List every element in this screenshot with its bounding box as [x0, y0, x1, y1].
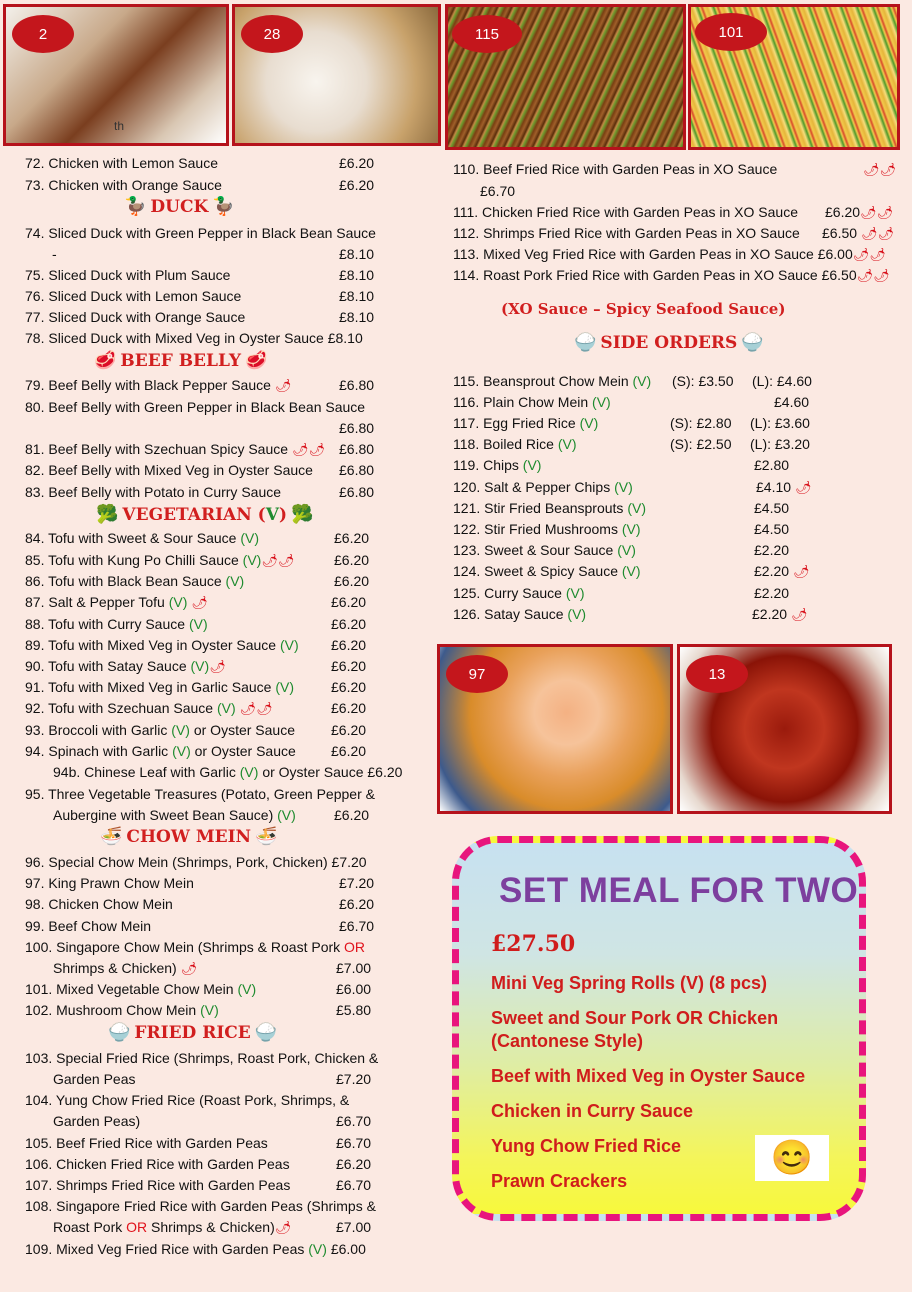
- item-price: £6.80: [339, 484, 375, 500]
- rice-icon: 🍚: [741, 332, 764, 353]
- chili-icon: 🌶: [209, 659, 226, 674]
- menu-item: 95. Three Vegetable Treasures (Potato, Green Pepper &: [25, 786, 375, 802]
- menu-item: 102. Mushroom Chow Mein (V): [25, 1002, 219, 1018]
- chili-icon: 🌶: [860, 226, 878, 241]
- photo-caption: th: [114, 119, 125, 133]
- noodles-icon: 🍜: [100, 826, 123, 847]
- item-name: 78. Sliced Duck with Mixed Veg in Oyster Sauce £8.10: [25, 330, 363, 346]
- menu-item: 98. Chicken Chow Mein: [25, 896, 173, 912]
- section-title: BEEF BELLY: [120, 350, 241, 371]
- item-price: £4.50: [754, 521, 790, 537]
- menu-item: 104. Yung Chow Fried Rice (Roast Pork, Shrimps, &: [25, 1092, 350, 1108]
- chili-icon: 🌶: [274, 378, 292, 393]
- item-price: £8.10: [339, 309, 375, 325]
- item-price: £2.80: [754, 457, 790, 473]
- rice-icon: 🍚: [108, 1022, 131, 1043]
- duck-icon: 🦆: [124, 196, 147, 217]
- menu-item: 109. Mixed Veg Fried Rice with Garden Peas (V) £6.00: [25, 1241, 366, 1257]
- section-heading-side-orders: [574, 332, 764, 353]
- menu-item: 84. Tofu with Sweet & Sour Sauce (V): [25, 530, 259, 546]
- section-title: CHOW MEIN: [126, 826, 252, 847]
- prawn-noodles-photo: [437, 644, 673, 814]
- chili-icon: 🌶: [856, 268, 874, 283]
- set-meal-item: Mini Veg Spring Rolls (V) (8 pcs): [491, 973, 768, 993]
- set-meal-item: Beef with Mixed Veg in Oyster Sauce: [491, 1066, 806, 1086]
- menu-item: 123. Sweet & Sour Sauce (V): [453, 542, 636, 558]
- menu-item: 121. Stir Fried Beansprouts (V): [453, 500, 646, 516]
- menu-item: 115. Beansprout Chow Mein (V): [453, 373, 652, 389]
- item-price: £6.20: [339, 177, 375, 193]
- chili-icon: 🌶: [876, 205, 894, 220]
- item-price: £6.20: [331, 743, 367, 759]
- menu-item: 120. Salt & Pepper Chips (V): [453, 479, 633, 495]
- item-price: £6.20: [334, 552, 370, 568]
- item-price: £6.80: [339, 377, 375, 393]
- item-price: £6.70: [339, 918, 375, 934]
- item-price: £6.20: [331, 658, 367, 674]
- menu-item: 85. Tofu with Kung Po Chilli Sauce (V)🌶🌶: [25, 552, 295, 568]
- menu-item: 119. Chips (V): [453, 457, 542, 473]
- item-price: £2.20 🌶: [752, 606, 808, 622]
- item-price: £6.70: [336, 1177, 372, 1193]
- menu-item: 118. Boiled Rice (V): [453, 436, 577, 452]
- item-name: 75. Sliced Duck with Plum Sauce: [25, 267, 231, 283]
- item-price: £6.70: [336, 1135, 372, 1151]
- menu-item: 106. Chicken Fried Rice with Garden Peas: [25, 1156, 290, 1172]
- right-menu-column: [0, 0, 912, 640]
- item-name: 73. Chicken with Orange Sauce: [25, 177, 222, 193]
- small-price: (S): £2.50: [670, 436, 732, 452]
- rice-icon: 🍚: [574, 332, 597, 353]
- menu-item: 114. Roast Pork Fried Rice with Garden Peas in XO Sauce £6.50🌶🌶: [453, 267, 890, 283]
- item-price: £6.20: [331, 700, 367, 716]
- chili-icon: 🌶: [860, 205, 877, 220]
- item-price: £8.10: [339, 288, 375, 304]
- menu-item: 91. Tofu with Mixed Veg in Garlic Sauce (V): [25, 679, 294, 695]
- item-price: £6.20🌶🌶: [825, 204, 894, 220]
- item-name: 79. Beef Belly with Black Pepper Sauce: [25, 377, 271, 393]
- xo-sauce-note: (XO Sauce – Spicy Seafood Sauce): [501, 300, 786, 318]
- menu-item: 116. Plain Chow Mein (V): [453, 394, 611, 410]
- menu-item: 122. Stir Fried Mushrooms (V): [453, 521, 641, 537]
- dish-number-badge: 101: [695, 13, 767, 51]
- menu-item: 94b. Chinese Leaf with Garlic (V) or Oyster Sauce £6.20: [53, 764, 403, 780]
- menu-item: 107. Shrimps Fried Rice with Garden Peas: [25, 1177, 291, 1193]
- chili-icon: 🌶: [180, 961, 198, 976]
- large-price: (L): £4.60: [752, 373, 812, 389]
- chili-icon: 🌶: [873, 268, 890, 283]
- menu-item: 111. Chicken Fried Rice with Garden Peas in XO Sauce: [453, 204, 798, 220]
- item-name: 74. Sliced Duck with Green Pepper in Black Bean Sauce: [25, 225, 376, 241]
- menu-item: 87. Salt & Pepper Tofu (V) 🌶: [25, 594, 208, 610]
- item-price: £6.20: [331, 594, 367, 610]
- small-price: (S): £2.80: [670, 415, 732, 431]
- chili-icon: 🌶: [790, 607, 808, 622]
- section-title: DUCK: [150, 196, 209, 217]
- menu-item-cont: Shrimps & Chicken) 🌶: [53, 960, 198, 976]
- menu-item: 94. Spinach with Garlic (V) or Oyster Sauce: [25, 743, 296, 759]
- item-price: £6.20: [331, 637, 367, 653]
- menu-item: 99. Beef Chow Mein: [25, 918, 152, 934]
- set-meal-panel: [452, 836, 866, 1221]
- menu-item: 92. Tofu with Szechuan Sauce (V) 🌶🌶: [25, 700, 273, 716]
- duck-icon: 🦆: [212, 196, 235, 217]
- item-price: £6.20: [331, 679, 367, 695]
- item-price: £2.20: [754, 542, 790, 558]
- menu-item: 124. Sweet & Spicy Sauce (V): [453, 563, 641, 579]
- item-price: £6.20: [334, 530, 370, 546]
- item-name: 72. Chicken with Lemon Sauce: [25, 155, 218, 171]
- set-meal-item: Sweet and Sour Pork OR Chicken: [491, 1008, 779, 1028]
- item-price: £2.20: [754, 585, 790, 601]
- menu-item: 96. Special Chow Mein (Shrimps, Pork, Chicken) £7.20: [25, 854, 367, 870]
- chili-icon: 🌶: [256, 701, 273, 716]
- chili-icon: 🌶: [239, 701, 257, 716]
- section-title: FRIED RICE: [134, 1022, 251, 1043]
- rice-icon: 🍚: [254, 1022, 278, 1043]
- chili-icon: 🌶: [877, 226, 894, 241]
- menu-item: 112. Shrimps Fried Rice with Garden Peas in XO Sauce: [453, 225, 800, 241]
- ribs-photo: [677, 644, 892, 814]
- item-price: £7.20: [339, 875, 375, 891]
- dish-number-badge: 97: [446, 655, 508, 693]
- set-meal-price: £27.50: [491, 931, 576, 957]
- item-price: £6.70: [480, 183, 516, 199]
- chili-group: [863, 161, 896, 178]
- section-title: SIDE ORDERS: [600, 332, 738, 353]
- beef-icon: 🥩: [94, 350, 117, 371]
- section-heading-fried-rice: [108, 1022, 277, 1043]
- chili-icon: 🌶: [291, 442, 309, 457]
- section-title: VEGETARIAN (V): [122, 504, 287, 525]
- item-name: 80. Beef Belly with Green Pepper in Black Bean Sauce: [25, 399, 366, 415]
- chili-icon: 🌶: [274, 1220, 292, 1235]
- item-name: 82. Beef Belly with Mixed Veg in Oyster Sauce: [25, 462, 313, 478]
- menu-item: 86. Tofu with Black Bean Sauce (V): [25, 573, 245, 589]
- item-price: £8.10: [339, 267, 375, 283]
- item-name: 83. Beef Belly with Potato in Curry Sauce: [25, 484, 282, 500]
- menu-item: 100. Singapore Chow Mein (Shrimps & Roast Pork OR: [25, 939, 366, 955]
- dish-number-badge: 28: [241, 15, 303, 53]
- item-price: £6.20: [331, 616, 367, 632]
- menu-item-cont: Aubergine with Sweet Bean Sauce) (V): [53, 807, 296, 823]
- item-price: £6.20: [339, 896, 375, 912]
- section-heading-chow-mein: [100, 826, 278, 847]
- item-name: 76. Sliced Duck with Lemon Sauce: [25, 288, 242, 304]
- large-price: (L): £3.60: [750, 415, 810, 431]
- item-price: £4.60: [774, 394, 810, 410]
- menu-item: 101. Mixed Vegetable Chow Mein (V): [25, 981, 257, 997]
- item-price: £4.10 🌶: [756, 479, 812, 495]
- chili-icon: 🌶: [852, 247, 870, 262]
- item-price: £6.20: [336, 1156, 372, 1172]
- item-dash: -: [52, 246, 57, 262]
- menu-item: 125. Curry Sauce (V): [453, 585, 585, 601]
- chili-icon: 🌶: [792, 564, 810, 579]
- dish-number-badge: 2: [12, 15, 74, 53]
- menu-item: 88. Tofu with Curry Sauce (V): [25, 616, 208, 632]
- item-price: £7.20: [336, 1071, 372, 1087]
- dish-number-badge: 13: [686, 655, 748, 693]
- menu-item: 105. Beef Fried Rice with Garden Peas: [25, 1135, 268, 1151]
- item-price: £2.20 🌶: [754, 563, 810, 579]
- item-price: £8.10: [339, 246, 375, 262]
- menu-item: 103. Special Fried Rice (Shrimps, Roast Pork, Chicken &: [25, 1050, 379, 1066]
- item-price: £6.00: [336, 981, 372, 997]
- menu-item: 108. Singapore Fried Rice with Garden Peas (Shrimps &: [25, 1198, 376, 1214]
- menu-item-cont: Garden Peas: [53, 1071, 136, 1087]
- item-price: £6.80: [339, 420, 375, 436]
- item-price: £7.00: [336, 1219, 372, 1235]
- item-price: £6.50 🌶🌶: [822, 225, 894, 241]
- item-price: £7.00: [336, 960, 372, 976]
- item-price: £6.80: [339, 462, 375, 478]
- set-meal-title: SET MEAL FOR TWO: [499, 871, 859, 910]
- chili-icon: 🌶: [869, 247, 886, 262]
- menu-item: 89. Tofu with Mixed Veg in Oyster Sauce (V): [25, 637, 299, 653]
- item-price: £6.20: [331, 722, 367, 738]
- chili-icon: 🌶: [794, 480, 812, 495]
- set-meal-item: Yung Chow Fried Rice: [491, 1136, 682, 1156]
- chili-icon: 🌶: [308, 442, 325, 457]
- broccoli-icon: 🥦: [290, 504, 314, 525]
- item-price: £6.70: [336, 1113, 372, 1129]
- beef-icon: 🥩: [244, 350, 268, 371]
- item-name: 81. Beef Belly with Szechuan Spicy Sauce: [25, 441, 289, 457]
- menu-item: 110. Beef Fried Rice with Garden Peas in XO Sauce: [453, 161, 778, 177]
- chili-icon: 🌶: [863, 162, 880, 177]
- menu-item: 97. King Prawn Chow Mein: [25, 875, 194, 891]
- small-price: (S): £3.50: [672, 373, 734, 389]
- menu-item-cont: Garden Peas): [53, 1113, 141, 1129]
- menu-item: 113. Mixed Veg Fried Rice with Garden Peas in XO Sauce £6.00🌶🌶: [453, 246, 886, 262]
- item-price: £4.50: [754, 500, 790, 516]
- item-price: £6.20: [334, 573, 370, 589]
- item-price: £6.20: [339, 155, 375, 171]
- chili-icon: 🌶: [191, 595, 208, 610]
- chili-icon: 🌶: [261, 553, 278, 568]
- item-price: £6.20: [334, 807, 370, 823]
- menu-item-cont: Roast Pork OR Shrimps & Chicken)🌶: [53, 1219, 292, 1235]
- large-price: (L): £3.20: [750, 436, 810, 452]
- menu-item: 93. Broccoli with Garlic (V) or Oyster Sauce: [25, 722, 295, 738]
- set-meal-item: (Cantonese Style): [491, 1031, 644, 1051]
- noodles-icon: 🍜: [255, 826, 278, 847]
- smiley-icon: 😊: [755, 1135, 829, 1181]
- menu-item: 90. Tofu with Satay Sauce (V)🌶: [25, 658, 226, 674]
- set-meal-item: Prawn Crackers: [491, 1171, 628, 1191]
- menu-item: 126. Satay Sauce (V): [453, 606, 587, 622]
- set-meal-item: Chicken in Curry Sauce: [491, 1101, 694, 1121]
- item-name: 77. Sliced Duck with Orange Sauce: [25, 309, 246, 325]
- item-price: £6.80: [339, 441, 375, 457]
- menu-item: 117. Egg Fried Rice (V): [453, 415, 599, 431]
- item-price: £5.80: [336, 1002, 372, 1018]
- chili-icon: 🌶: [879, 162, 897, 177]
- chili-icon: 🌶: [277, 553, 295, 568]
- dish-number-badge: 115: [452, 15, 522, 53]
- broccoli-icon: 🥦: [96, 504, 119, 525]
